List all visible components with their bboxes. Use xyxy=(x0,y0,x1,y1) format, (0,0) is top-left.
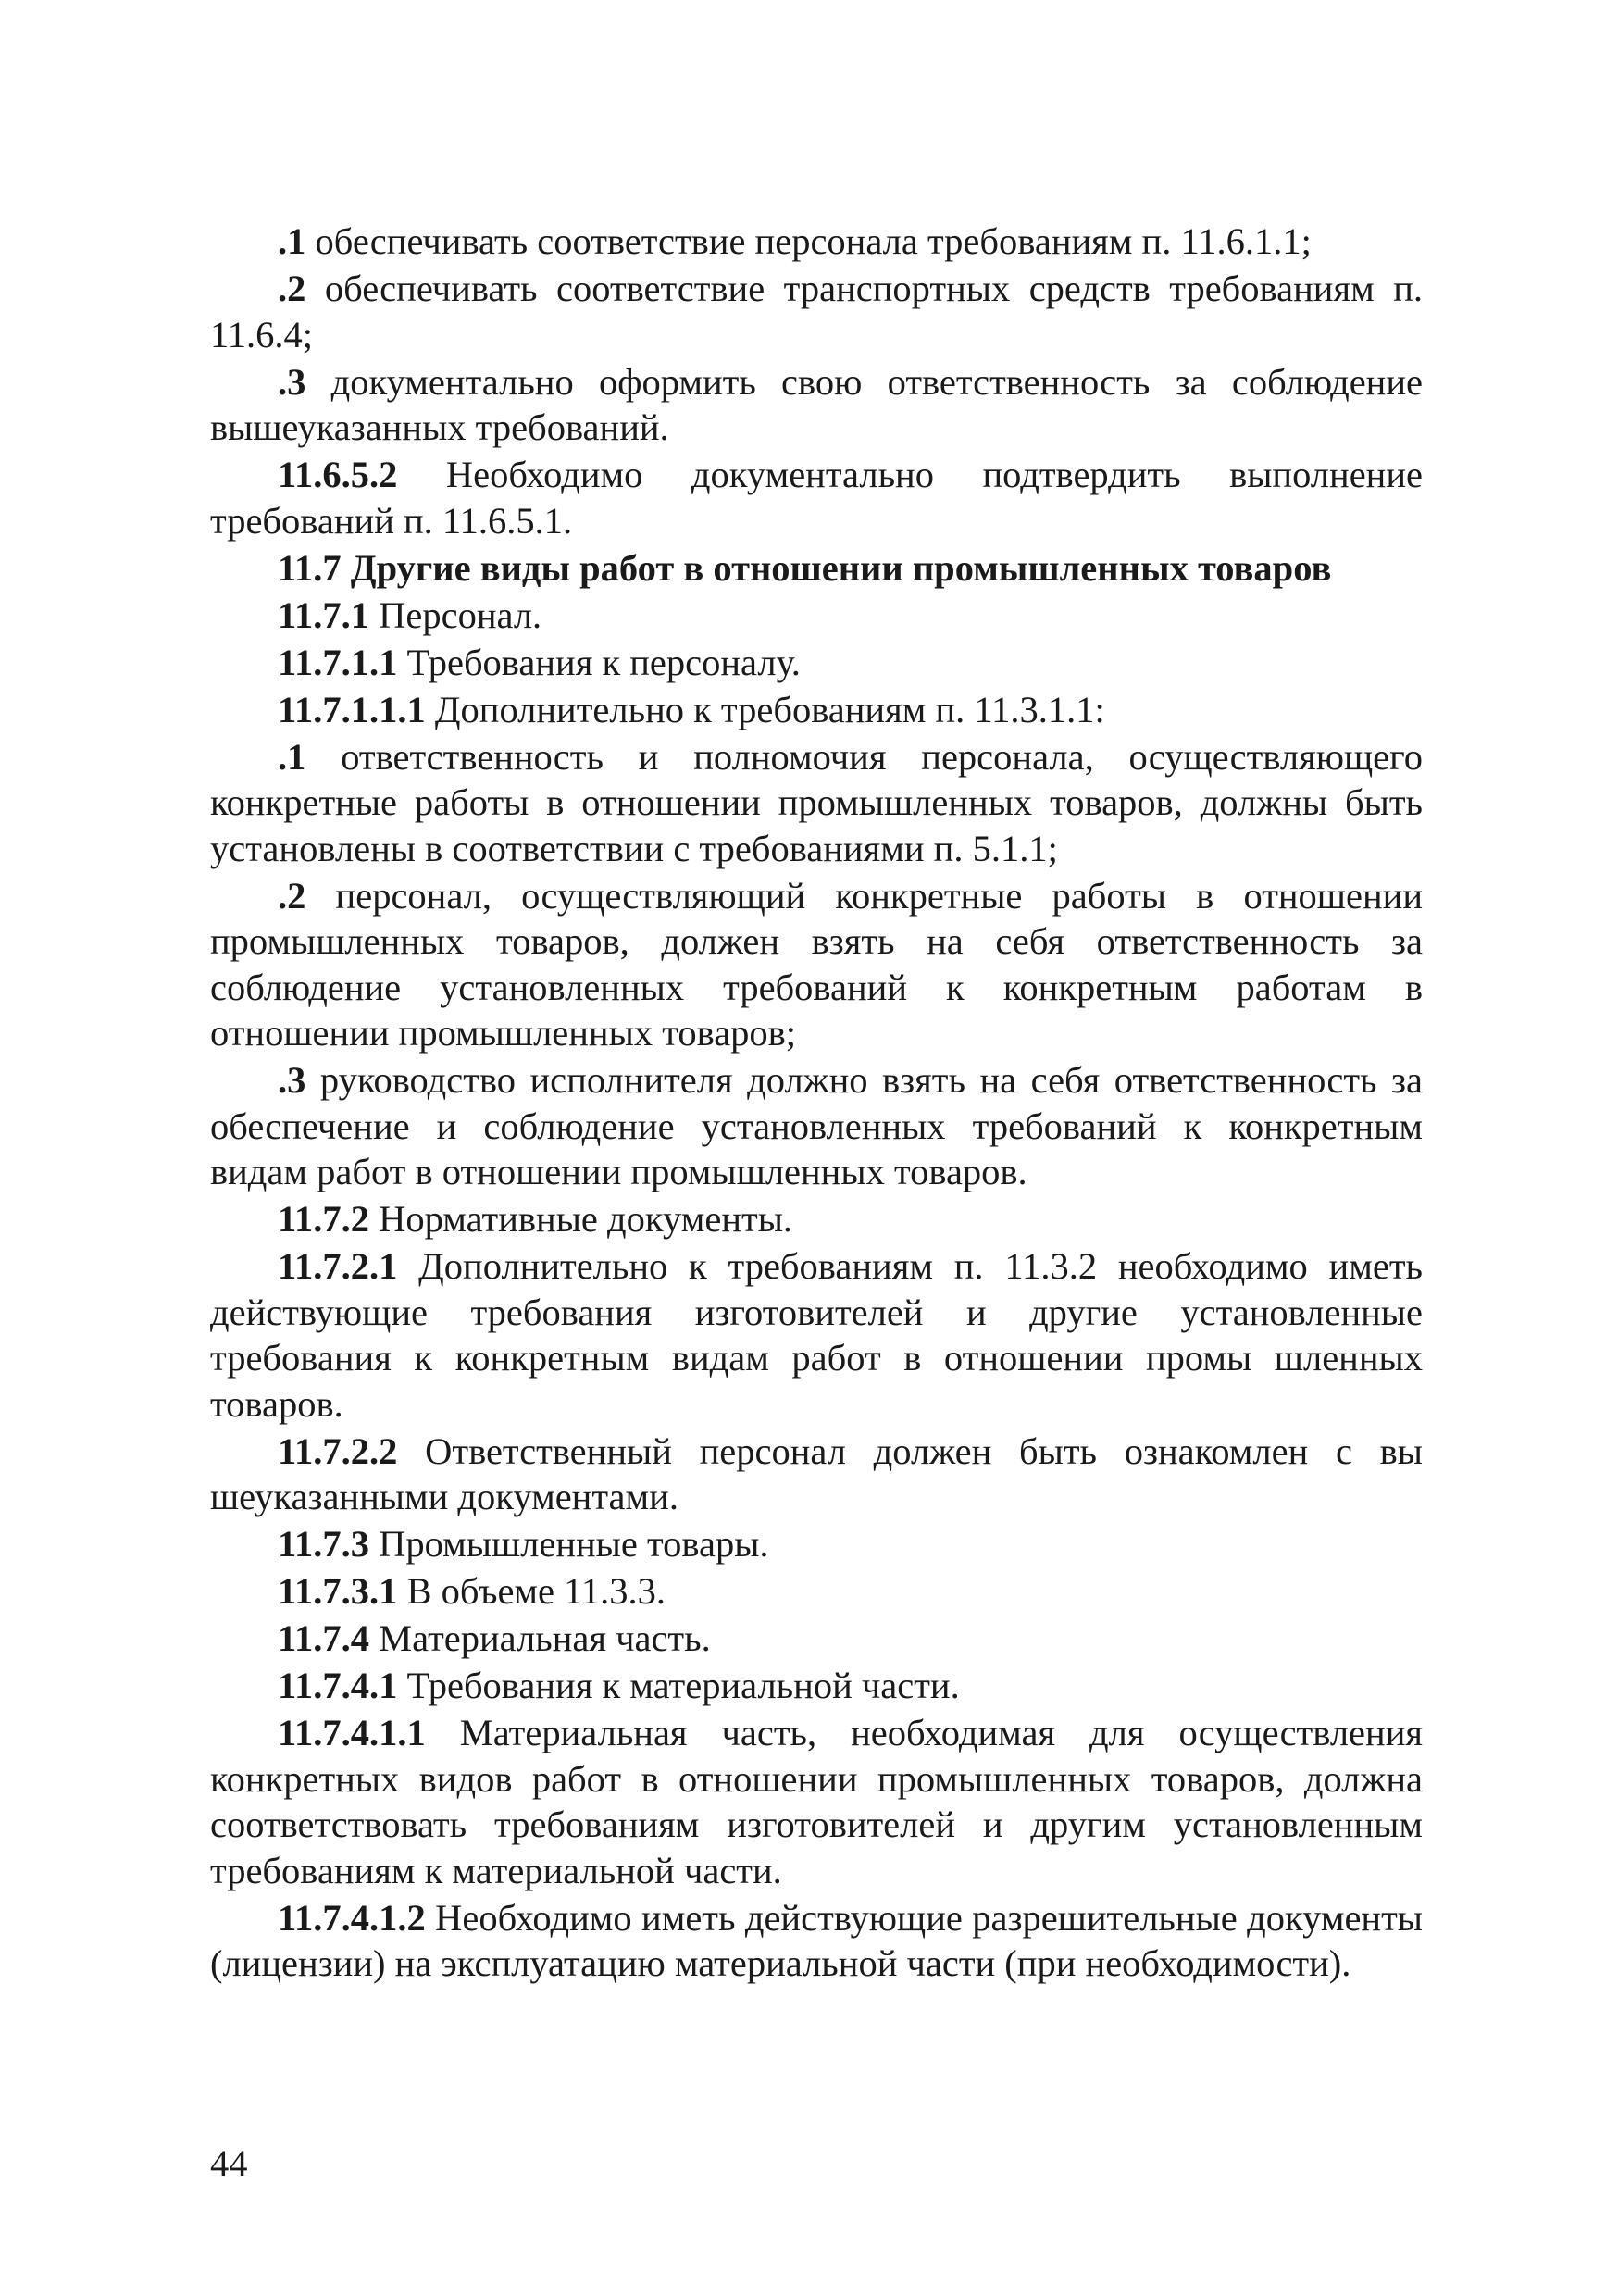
clause-number: 11.7.4.1.2 xyxy=(278,1896,426,1939)
clause xyxy=(210,1710,1423,1893)
clause-text: Дополнительно к требованиям п. 11.3.2 необходимо иметь действующие требования изготовителей и другие установленные требования к конкретным видам работ в отношении промы шленных товаров. xyxy=(210,1245,1423,1425)
clause-number: 11.7.2 xyxy=(278,1198,370,1240)
clause xyxy=(210,1616,1423,1662)
clause-text: Дополнительно к требованиям п. 11.3.1.1: xyxy=(434,688,1105,730)
clause xyxy=(210,1568,1423,1615)
clause-text: Материальная часть, необходимая для осуществления конкретных видов работ в отношении промышленных товаров, должна соответствовать требованиям изготовителей и другим установленным требованиям к материальной части. xyxy=(210,1712,1423,1891)
page-number: 44 xyxy=(210,2142,248,2184)
item-number: .3 xyxy=(278,1059,306,1101)
clause-text: В объеме 11.3.3. xyxy=(406,1570,666,1612)
clause xyxy=(210,1243,1423,1427)
clause-number: 11.7.2.1 xyxy=(278,1245,398,1287)
clause-number: 11.7.4.1.1 xyxy=(278,1712,426,1753)
clause-text: Требования к персоналу. xyxy=(406,641,801,683)
clause-number: 11.7.3.1 xyxy=(278,1570,398,1612)
item-number: .1 xyxy=(278,220,306,262)
clause-number: 11.7.1 xyxy=(278,593,370,636)
list-item xyxy=(210,266,1423,357)
body-text xyxy=(210,218,1423,1988)
clause-number: 11.7.4.1 xyxy=(278,1665,398,1706)
list-item xyxy=(210,218,1423,265)
item-text: обеспечивать соответствие транспортных средств требованиям п. 11.6.4; xyxy=(210,268,1424,356)
clause-number: 11.7.4 xyxy=(278,1617,370,1659)
clause xyxy=(210,593,1423,639)
clause xyxy=(210,1429,1423,1520)
item-number: .3 xyxy=(278,360,306,403)
section-number: 11.7 xyxy=(278,546,342,589)
item-text: документально оформить свою ответственность за соблюдение вышеуказанных требований. xyxy=(210,360,1423,448)
clause-text: Материальная часть. xyxy=(379,1617,711,1659)
item-text: обеспечивать соответствие персонала требованиям п. 11.6.1.1; xyxy=(315,220,1312,262)
clause-text: Промышленные товары. xyxy=(379,1523,769,1565)
list-item xyxy=(210,873,1423,1056)
item-text: ответственность и полномочия персонала, осуществляющего конкретные работы в отношении промышленных товаров, должны быть установлены в соответствии с требованиями п. 5.1.1; xyxy=(210,735,1424,869)
clause-text: Требования к материальной части. xyxy=(406,1665,960,1706)
clause xyxy=(210,1663,1423,1709)
item-text: руководство исполнителя должно взять на себя ответственность за обеспечение и соблюдение установленных требований к конкретным видам работ в отношении промышленных товаров. xyxy=(210,1059,1423,1192)
clause xyxy=(210,640,1423,686)
clause xyxy=(210,1196,1423,1242)
clause-text: Необходимо иметь действующие разрешительные документы (лицензии) на эксплуатацию материальной части (при необходимости). xyxy=(210,1896,1424,1984)
clause-number: 11.6.5.2 xyxy=(278,454,398,495)
item-number: .1 xyxy=(278,735,306,778)
clause xyxy=(210,1895,1423,1987)
section-heading xyxy=(210,545,1423,592)
item-number: .2 xyxy=(278,268,306,309)
clause-number: 11.7.1.1.1 xyxy=(278,688,426,730)
list-item xyxy=(210,1057,1423,1195)
clause xyxy=(210,687,1423,733)
clause xyxy=(210,452,1423,543)
list-item xyxy=(210,359,1423,451)
clause-text: Персонал. xyxy=(379,593,542,636)
clause-number: 11.7.1.1 xyxy=(278,641,398,683)
clause-number: 11.7.3 xyxy=(278,1523,370,1565)
clause-number: 11.7.2.2 xyxy=(278,1429,398,1472)
section-title: Другие виды работ в отношении промышленных товаров xyxy=(350,546,1332,589)
list-item xyxy=(210,734,1423,872)
clause-text: Необходимо документально подтвердить выполнение требований п. 11.6.5.1. xyxy=(210,454,1423,542)
clause-text: Нормативные документы. xyxy=(379,1198,793,1240)
item-number: .2 xyxy=(278,874,306,917)
item-text: персонал, осуществляющий конкретные работы в отношении промышленных товаров, должен взять на себя ответственность за соблюдение установленных требований к конкретным работам в отношении промышленных товаров; xyxy=(210,874,1423,1054)
clause-text: Ответственный персонал должен быть ознакомлен с вы шеуказанными документами. xyxy=(210,1429,1424,1517)
clause xyxy=(210,1521,1423,1567)
